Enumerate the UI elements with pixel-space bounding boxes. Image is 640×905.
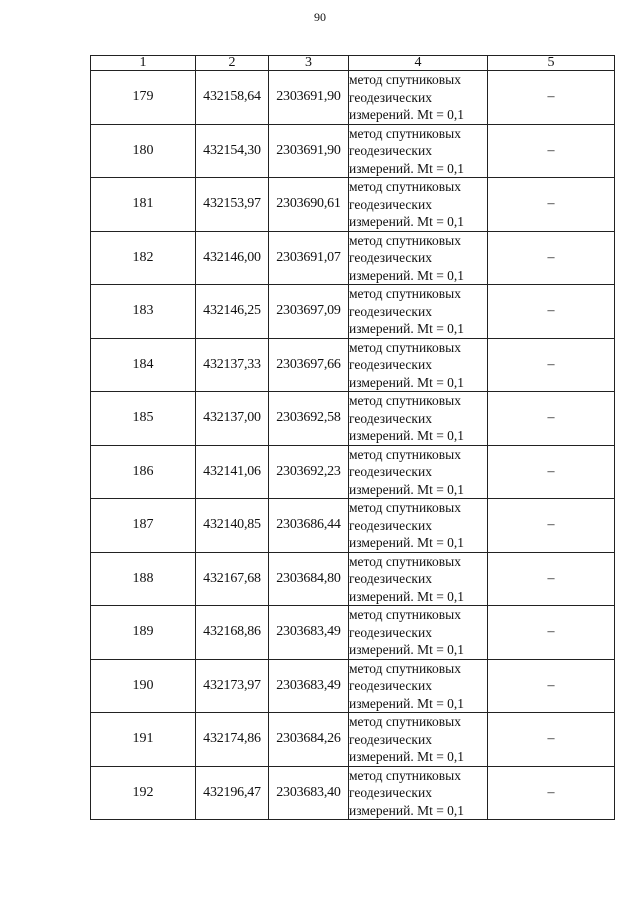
method-line: метод спутниковых: [349, 660, 461, 676]
point-number: 182: [91, 231, 196, 285]
method-line: геодезических: [349, 357, 432, 372]
coordinate-x: 432146,25: [196, 285, 269, 339]
coordinates-table: [90, 55, 615, 820]
coordinate-y: 2303691,90: [269, 124, 349, 178]
note-cell: –: [488, 445, 615, 499]
point-number: 189: [91, 606, 196, 660]
method-line: метод спутниковых: [349, 714, 461, 729]
method-line: геодезических: [349, 303, 432, 319]
table-row: [91, 285, 615, 339]
method-line: геодезических: [349, 731, 432, 747]
table-header-row: [91, 56, 615, 71]
method-line: измерений. Mt = 0,1: [349, 535, 465, 550]
method-line: измерений. Mt = 0,1: [349, 267, 465, 283]
coordinate-x: 432158,64: [196, 71, 269, 125]
method-line: метод спутниковых: [349, 446, 461, 462]
method-line: геодезических: [349, 250, 432, 265]
coordinate-x: 432174,86: [196, 713, 269, 767]
point-number: 184: [91, 338, 196, 392]
coordinate-y: 2303684,80: [269, 552, 349, 606]
method-line: метод спутниковых: [349, 179, 461, 194]
method-line: метод спутниковых: [349, 500, 461, 515]
method-cell: [349, 552, 488, 606]
method-cell: [349, 338, 488, 392]
coordinate-y: 2303690,61: [269, 178, 349, 232]
page-number: 90: [314, 10, 326, 24]
table-row: [91, 124, 615, 178]
note-cell: –: [488, 178, 615, 232]
method-cell: [349, 606, 488, 660]
method-line: измерений. Mt = 0,1: [349, 588, 465, 604]
table-row: [91, 445, 615, 499]
method-line: измерений. Mt = 0,1: [349, 749, 465, 764]
method-line: метод спутниковых: [349, 393, 461, 408]
method-cell: [349, 392, 488, 446]
note-cell: –: [488, 606, 615, 660]
note-cell: –: [488, 124, 615, 178]
table-row: [91, 71, 615, 125]
column-header: 4: [349, 56, 488, 71]
method-cell: [349, 659, 488, 713]
coordinate-x: 432154,30: [196, 124, 269, 178]
method-cell: [349, 499, 488, 553]
column-header: 5: [488, 56, 615, 71]
coordinate-x: 432153,97: [196, 178, 269, 232]
method-line: геодезических: [349, 464, 432, 479]
method-line: метод спутниковых: [349, 553, 461, 569]
method-line: геодезических: [349, 517, 432, 533]
column-header: 3: [269, 56, 349, 71]
point-number: 179: [91, 71, 196, 125]
method-line: геодезических: [349, 571, 432, 586]
method-line: измерений. Mt = 0,1: [349, 321, 465, 336]
method-line: геодезических: [349, 196, 432, 212]
method-line: метод спутниковых: [349, 72, 461, 87]
method-line: метод спутниковых: [349, 286, 461, 301]
method-cell: [349, 285, 488, 339]
note-cell: –: [488, 552, 615, 606]
point-number: 190: [91, 659, 196, 713]
note-cell: –: [488, 766, 615, 820]
note-cell: –: [488, 499, 615, 553]
table-row: [91, 606, 615, 660]
coordinate-x: 432137,33: [196, 338, 269, 392]
method-line: геодезических: [349, 785, 432, 800]
coordinate-x: 432137,00: [196, 392, 269, 446]
point-number: 186: [91, 445, 196, 499]
point-number: 192: [91, 766, 196, 820]
table-row: [91, 659, 615, 713]
method-cell: [349, 713, 488, 767]
method-cell: [349, 445, 488, 499]
coordinate-x: 432140,85: [196, 499, 269, 553]
note-cell: –: [488, 713, 615, 767]
method-cell: [349, 178, 488, 232]
coordinate-y: 2303684,26: [269, 713, 349, 767]
method-line: измерений. Mt = 0,1: [349, 642, 465, 657]
table-row: [91, 231, 615, 285]
note-cell: –: [488, 338, 615, 392]
table-row: [91, 713, 615, 767]
coordinate-y: 2303697,09: [269, 285, 349, 339]
method-line: измерений. Mt = 0,1: [349, 160, 465, 176]
coordinate-x: 432168,86: [196, 606, 269, 660]
note-cell: –: [488, 659, 615, 713]
point-number: 191: [91, 713, 196, 767]
point-number: 181: [91, 178, 196, 232]
coordinate-y: 2303697,66: [269, 338, 349, 392]
method-line: геодезических: [349, 678, 432, 693]
method-line: геодезических: [349, 89, 432, 105]
table-row: [91, 338, 615, 392]
coordinate-y: 2303683,49: [269, 659, 349, 713]
method-line: измерений. Mt = 0,1: [349, 374, 465, 390]
point-number: 188: [91, 552, 196, 606]
method-cell: [349, 231, 488, 285]
table-row: [91, 499, 615, 553]
method-line: метод спутниковых: [349, 767, 461, 783]
note-cell: –: [488, 392, 615, 446]
note-cell: –: [488, 231, 615, 285]
method-cell: [349, 124, 488, 178]
coordinate-x: 432167,68: [196, 552, 269, 606]
coordinate-y: 2303683,49: [269, 606, 349, 660]
table-row: [91, 392, 615, 446]
method-line: измерений. Mt = 0,1: [349, 802, 465, 818]
method-line: измерений. Mt = 0,1: [349, 107, 465, 122]
point-number: 187: [91, 499, 196, 553]
coordinate-y: 2303692,23: [269, 445, 349, 499]
column-header: 1: [91, 56, 196, 71]
note-cell: –: [488, 285, 615, 339]
method-line: метод спутниковых: [349, 339, 461, 355]
point-number: 183: [91, 285, 196, 339]
coordinate-y: 2303686,44: [269, 499, 349, 553]
coordinate-x: 432196,47: [196, 766, 269, 820]
method-line: геодезических: [349, 410, 432, 426]
method-cell: [349, 766, 488, 820]
method-line: геодезических: [349, 143, 432, 158]
method-line: метод спутниковых: [349, 607, 461, 622]
coordinate-x: 432141,06: [196, 445, 269, 499]
note-cell: –: [488, 71, 615, 125]
table-row: [91, 552, 615, 606]
coordinate-y: 2303683,40: [269, 766, 349, 820]
method-line: метод спутниковых: [349, 232, 461, 248]
coordinate-x: 432173,97: [196, 659, 269, 713]
table-row: [91, 178, 615, 232]
table-row: [91, 766, 615, 820]
method-cell: [349, 71, 488, 125]
point-number: 185: [91, 392, 196, 446]
coordinate-y: 2303692,58: [269, 392, 349, 446]
coordinate-y: 2303691,07: [269, 231, 349, 285]
method-line: измерений. Mt = 0,1: [349, 428, 465, 443]
point-number: 180: [91, 124, 196, 178]
method-line: измерений. Mt = 0,1: [349, 481, 465, 497]
column-header: 2: [196, 56, 269, 71]
method-line: измерений. Mt = 0,1: [349, 214, 465, 229]
method-line: геодезических: [349, 624, 432, 640]
coordinate-y: 2303691,90: [269, 71, 349, 125]
method-line: метод спутниковых: [349, 125, 461, 141]
method-line: измерений. Mt = 0,1: [349, 695, 465, 711]
coordinate-x: 432146,00: [196, 231, 269, 285]
